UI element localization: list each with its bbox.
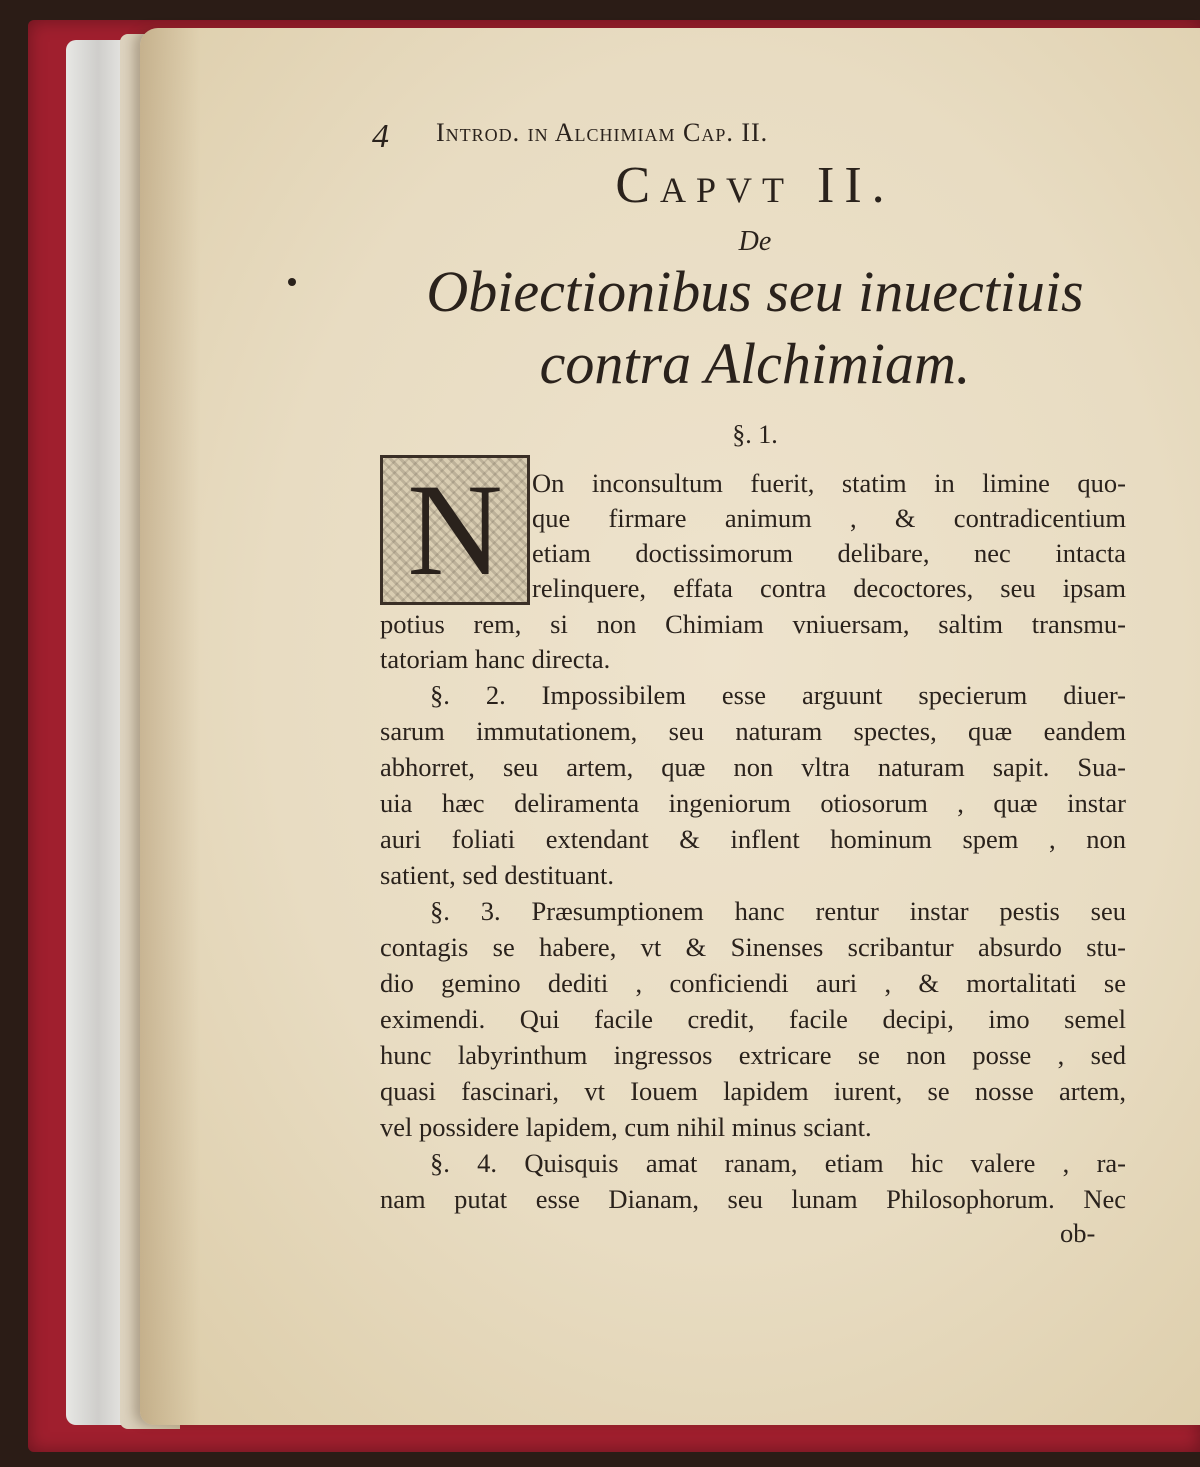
text-line: eximendi. Qui facile credit, facile decipi, imo semel xyxy=(380,1004,1126,1034)
text-line: satient, sed destituant. xyxy=(380,860,615,890)
text-line: auri foliati extendant & inflent hominum spem , non xyxy=(380,824,1126,854)
text-line: etiam doctissimorum delibare, nec intacta xyxy=(532,538,1126,568)
section-1-mark: §. 1. xyxy=(732,420,778,449)
text-line: potius rem, si non Chimiam vniuersam, saltim transmu- xyxy=(380,609,1126,639)
text-line: dio gemino dediti , conficiendi auri , & mortalitati se xyxy=(380,968,1126,998)
text-line: contagis se habere, vt & Sinenses scribantur absurdo stu- xyxy=(380,932,1126,962)
page-gutter-shadow xyxy=(140,28,200,1425)
text-line: relinquere, effata contra decoctores, seu ipsam xyxy=(532,573,1126,603)
text-line: que firmare animum , & contradicentium xyxy=(532,503,1126,533)
catchword: ob- xyxy=(1060,1218,1096,1248)
text-line: §. 3. Præsumptionem hanc rentur instar pestis seu xyxy=(430,896,1126,926)
running-head: Introd. in Alchimiam Cap. II. xyxy=(436,118,769,147)
chapter-title: Capvt II. xyxy=(615,157,895,214)
chapter-subtitle-line1: Obiectionibus seu inuectiuis xyxy=(426,259,1084,324)
text-line: hunc labyrinthum ingressos extricare se non posse , sed xyxy=(380,1040,1126,1070)
text-line: quasi fascinari, vt Iouem lapidem iurent, se nosse artem, xyxy=(380,1076,1126,1106)
text-line: abhorret, seu artem, quæ non vltra naturam sapit. Sua- xyxy=(380,752,1126,782)
text-line: On inconsultum fuerit, statim in limine quo- xyxy=(532,468,1126,498)
ink-spot xyxy=(288,278,296,286)
text-line: vel possidere lapidem, cum nihil minus sciant. xyxy=(380,1112,872,1142)
chapter-subtitle-line2: contra Alchimiam. xyxy=(539,331,971,396)
text-line: nam putat esse Dianam, seu lunam Philosophorum. Nec xyxy=(380,1184,1126,1214)
text-line: sarum immutationem, seu naturam spectes, quæ eandem xyxy=(380,716,1126,746)
text-line: uia hæc deliramenta ingeniorum otiosorum , quæ instar xyxy=(380,788,1126,818)
text-line: §. 4. Quisquis amat ranam, etiam hic valere , ra- xyxy=(430,1148,1126,1178)
decorated-initial xyxy=(380,455,530,605)
text-line: tatoriam hanc directa. xyxy=(380,644,611,674)
page-number: 4 xyxy=(372,118,389,155)
text-line: §. 2. Impossibilem esse arguunt specierum diuer- xyxy=(430,680,1126,710)
chapter-de: De xyxy=(738,226,772,257)
initial-letter: N xyxy=(407,456,503,603)
